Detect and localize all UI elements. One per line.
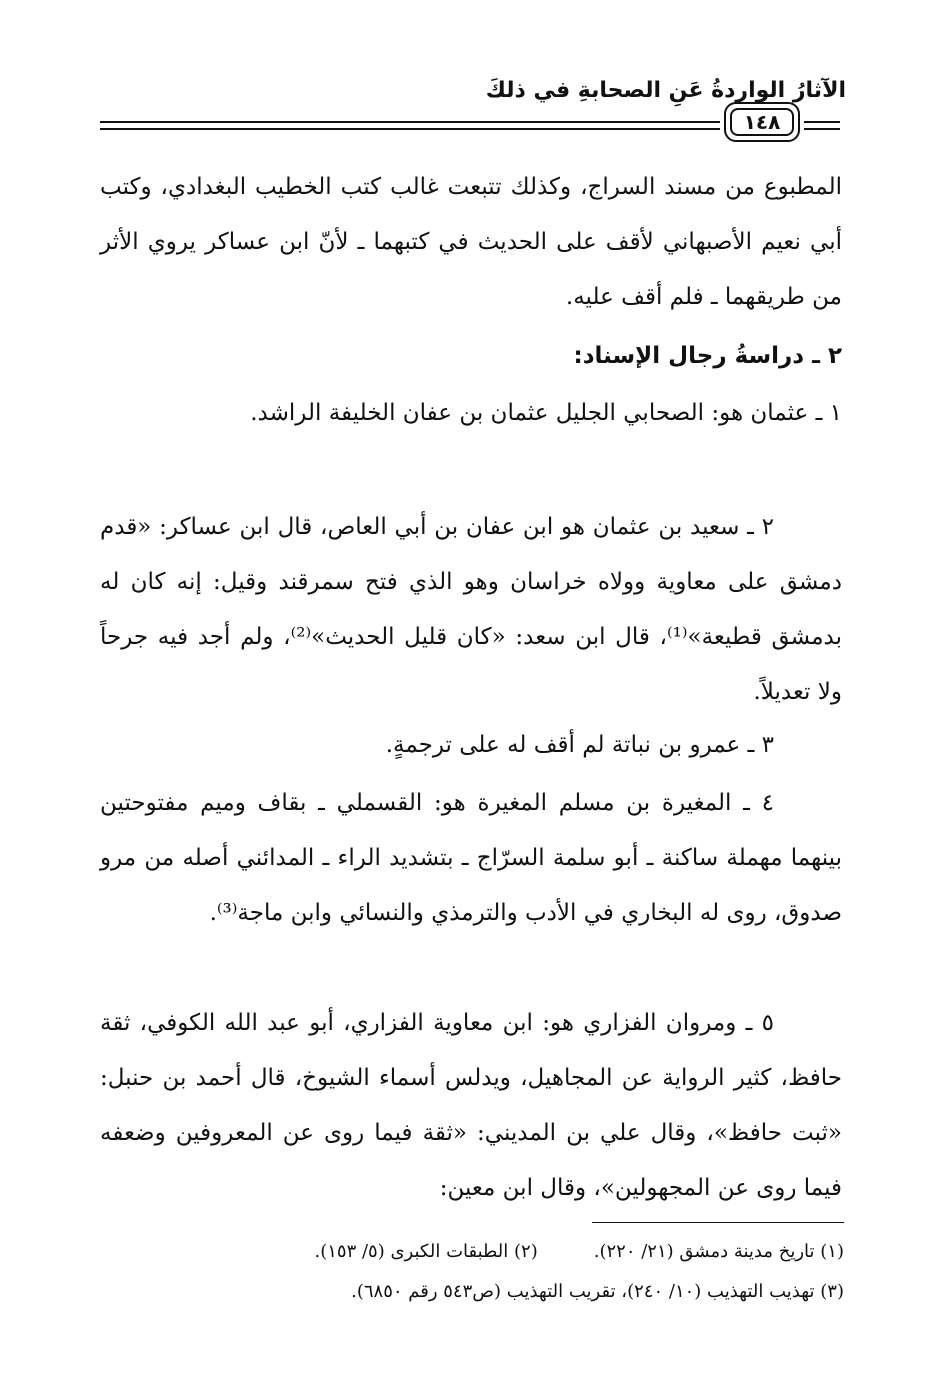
- page-number-frame: [724, 102, 800, 142]
- paragraph-text: ٥ ـ ومروان الفزاري هو: ابن معاوية الفزاري، أبو عبد الله الكوفي، ثقة حافظ، كثير الرواية عن المجاهيل، ويدلس أسماء الشيوخ، قال أحمد بن حنبل: «ثبت حافظ»، وقال علي بن المديني: «ثقة فيما روى عن المعروفين وضعفه فيما روى عن المجهولين»، وقال ابن معين:: [100, 1010, 842, 1201]
- narrator-paragraph-5: [100, 996, 842, 1216]
- narrator-paragraph-4: [100, 776, 842, 941]
- footnote-separator: [592, 1222, 844, 1223]
- paragraph-text: ٤ ـ المغيرة بن مسلم المغيرة هو: القسملي ـ بقاف وميم مفتوحتين بينهما مهملة ساكنة ـ أبو سلمة السرّاج ـ بتشديد الراء ـ المدائني أصله من مرو صدوق، روى له البخاري في الأدب والترمذي والنسائي وابن ماجة⁽³⁾.: [100, 790, 842, 926]
- narrator-paragraph-3: [100, 718, 842, 773]
- header-rule: [100, 121, 720, 123]
- intro-paragraph: [100, 160, 842, 325]
- footnote-2: (٢) الطبقات الكبرى (٥/ ١٥٣).: [314, 1241, 538, 1262]
- paragraph-text: ٣ ـ عمرو بن نباتة لم أقف له على ترجمةٍ.: [385, 732, 774, 758]
- footnotes: [150, 1232, 844, 1312]
- header-rule: [804, 121, 840, 123]
- narrator-paragraph-1: [100, 386, 842, 441]
- narrator-paragraph-2: [100, 500, 842, 720]
- paragraph-text: ١ ـ عثمان هو: الصحابي الجليل عثمان بن عفان الخليفة الراشد.: [250, 400, 842, 426]
- paragraph-text: المطبوع من مسند السراج، وكذلك تتبعت غالب كتب الخطيب البغدادي، وكتب أبي نعيم الأصبهاني لأقف على الحديث في كتبهما ـ لأنّ ابن عساكر يروي الأثر من طريقهما ـ فلم أقف عليه.: [100, 174, 842, 310]
- section-heading: ٢ ـ دراسةُ رجال الإسناد:: [573, 343, 842, 369]
- header-rule: [804, 128, 840, 130]
- footnote-row: [150, 1232, 844, 1272]
- footnote-row: [150, 1272, 844, 1312]
- header-rule: [100, 128, 720, 130]
- footnote-1: (١) تاريخ مدينة دمشق (٢١/ ٢٢٠).: [593, 1241, 844, 1262]
- running-title: الآثارُ الواردةُ عَنِ الصحابةِ في ذلكَ: [485, 78, 846, 103]
- paragraph-text: ٢ ـ سعيد بن عثمان هو ابن عفان بن أبي العاص، قال ابن عساكر: «قدم دمشق على معاوية وولاه خراسان وهو الذي فتح سمرقند وقيل: إنه كان له بدمشق قطيعة»⁽¹⁾، قال ابن سعد: «كان قليل الحديث»⁽²⁾، ولم أجد فيه جرحاً ولا تعديلاً.: [100, 514, 842, 705]
- footnote-3: (٣) تهذيب التهذيب (١٠/ ٢٤٠)، تقريب التهذيب (ص٥٤٣ رقم ٦٨٥٠).: [351, 1281, 844, 1302]
- page-number: ١٤٨: [730, 108, 794, 136]
